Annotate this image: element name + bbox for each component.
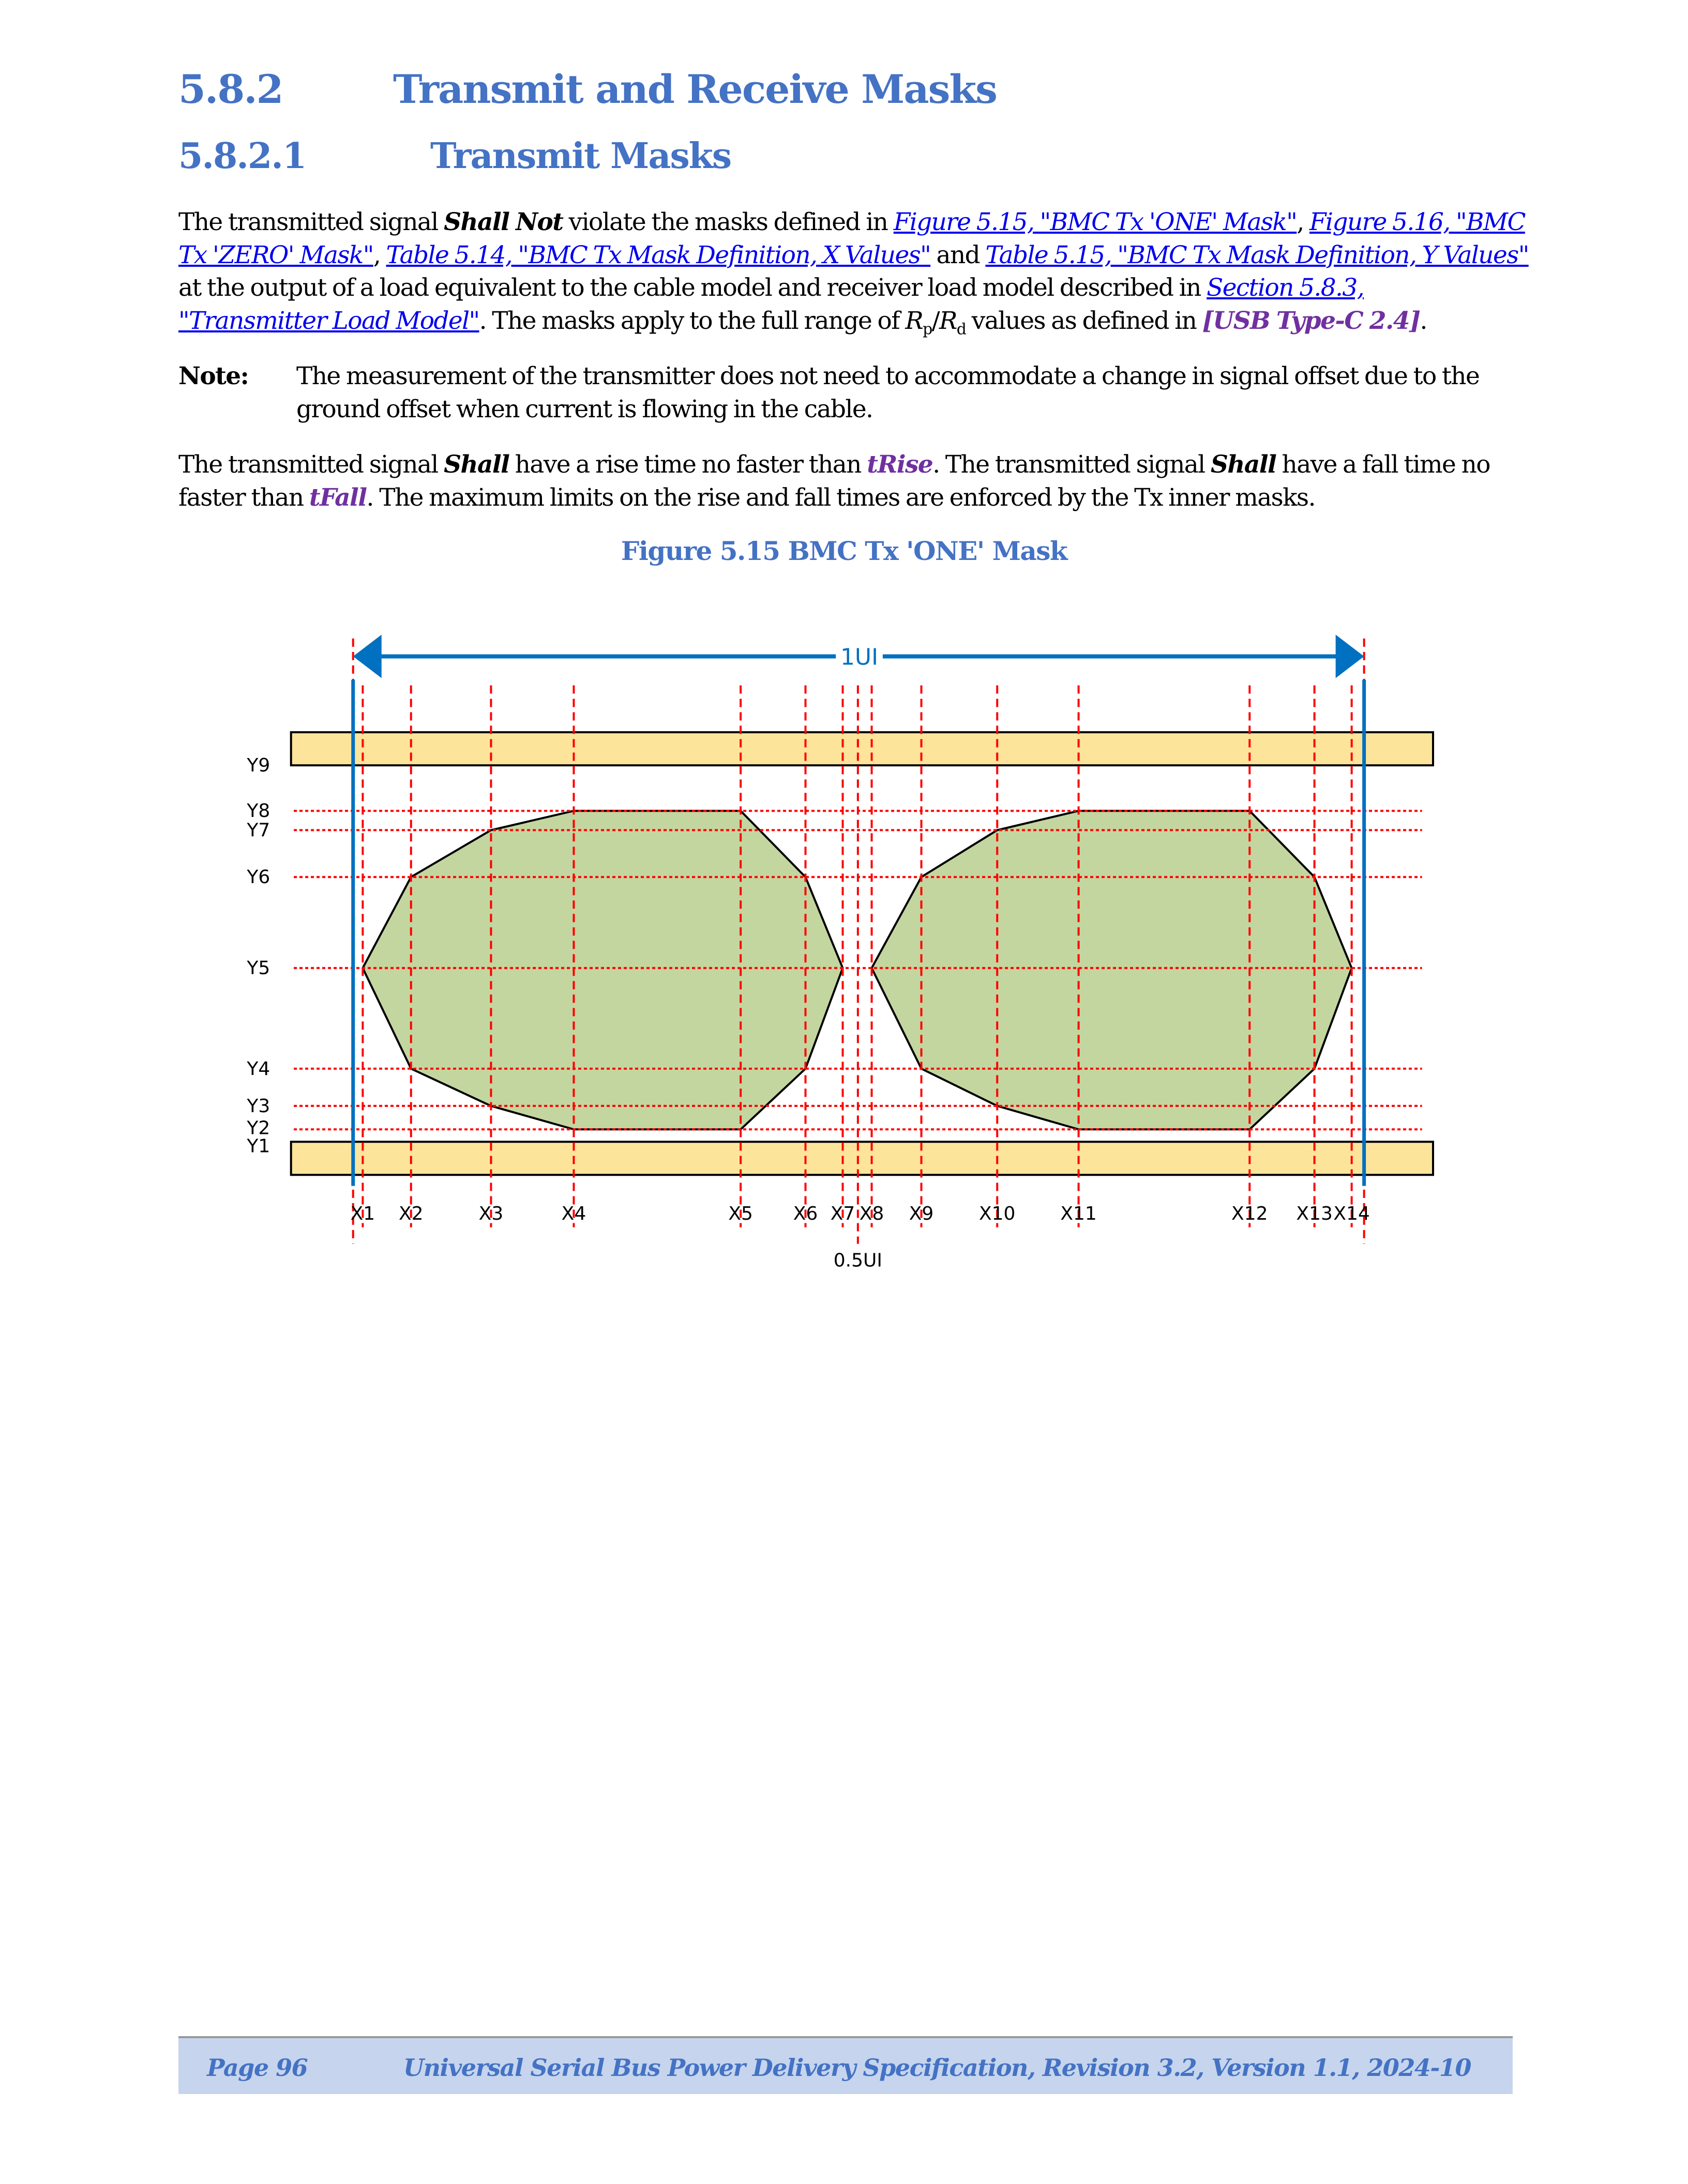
y-label-y7: Y7 [247,820,270,841]
subsection-title: Transmit Masks [430,135,731,177]
x-label-x9: X9 [909,1203,934,1224]
link-table-5-14[interactable]: Table 5.14, "BMC Tx Mask Definition, X Values" [386,240,931,269]
page-footer [178,2036,1513,2094]
y-label-y2: Y2 [247,1117,270,1139]
x-label-x1: X1 [350,1203,375,1224]
text: faster than [178,483,309,512]
text: have a rise time no faster than [509,450,867,479]
rp-var: R [905,306,923,335]
arrowhead-left-icon [353,634,382,678]
note-label: Note: [178,362,249,390]
y-label-y1: Y1 [247,1135,270,1157]
x-label-x6: X6 [793,1203,818,1224]
y-label-y6: Y6 [247,867,270,888]
text: . The masks apply to the full range of [479,306,906,335]
link-figure-5-15[interactable]: Figure 5.15, "BMC Tx 'ONE' Mask" [893,208,1297,236]
section-number: 5.8.2 [178,66,283,112]
figure-caption: Figure 5.15 BMC Tx 'ONE' Mask [621,536,1067,566]
text: . The maximum limits on the rise and fall times are enforced by the Tx inner masks. [366,483,1315,512]
x-label-x4: X4 [561,1203,586,1224]
text: , [373,240,386,269]
ui-span-label: 1UI [840,644,879,671]
ref-tfall[interactable]: tFall [309,483,367,512]
rd-var: R [939,306,957,335]
half-ui-label: 0.5UI [833,1250,882,1271]
x-label-x3: X3 [478,1203,504,1224]
y-label-y3: Y3 [247,1095,270,1117]
footer-page-number: Page 96 [207,2054,308,2082]
arrowhead-right-icon [1336,634,1364,678]
ref-trise[interactable]: tRise [867,450,933,479]
link-table-5-15[interactable]: Table 5.15, "BMC Tx Mask Definition, Y Values" [985,240,1529,269]
link-figure-5-16-cont[interactable]: Tx 'ZERO' Mask" [178,240,373,269]
x-label-x14: X14 [1333,1203,1370,1224]
x-label-x5: X5 [728,1203,753,1224]
link-figure-5-16[interactable]: Figure 5.16, "BMC [1309,208,1525,236]
keyword-shall: Shall [444,450,509,479]
x-label-x11: X11 [1060,1203,1097,1224]
text: . The transmitted signal [932,450,1211,479]
x-label-x7: X7 [830,1203,855,1224]
upper-mask-band [291,732,1433,765]
x-label-x2: X2 [398,1203,424,1224]
text: at the output of a load equivalent to the cable model and receiver load model described in [178,274,1207,302]
slash: / [931,306,939,335]
link-section-5-8-3-cont[interactable]: "Transmitter Load Model" [178,306,479,335]
keyword-shall: Shall [1210,450,1276,479]
text: The transmitted signal [178,208,444,236]
footer-doc-title: Universal Serial Bus Power Delivery Specification, Revision 3.2, Version 1.1, 2024-10 [403,2054,1471,2082]
text: violate the masks defined in [563,208,894,236]
y-label-y9: Y9 [247,755,270,777]
y-label-y8: Y8 [247,800,270,822]
note-line1: The measurement of the transmitter does not need to accommodate a change in signal offset due to the [296,362,1480,390]
x-label-x8: X8 [859,1203,884,1224]
section-title: Transmit and Receive Masks [393,66,997,112]
keyword-shall-not: Shall Not [444,208,563,236]
lower-mask-band [291,1142,1433,1175]
ref-usb-type-c[interactable]: [USB Type-C 2.4] [1202,306,1420,335]
inner-mask-left [363,811,842,1129]
text: The transmitted signal [178,450,444,479]
x-label-x10: X10 [978,1203,1016,1224]
text: have a fall time no [1276,450,1490,479]
x-label-x12: X12 [1231,1203,1268,1224]
inner-mask-right [872,811,1352,1129]
text: . [1420,306,1427,335]
rp-sub: p [923,320,932,338]
x-label-x13: X13 [1296,1203,1333,1224]
y-label-y4: Y4 [247,1058,270,1080]
y-label-y5: Y5 [247,958,270,979]
note-line2: ground offset when current is flowing in the cable. [296,395,873,423]
text: values as defined in [966,306,1202,335]
link-section-5-8-3[interactable]: Section 5.8.3, [1207,274,1364,302]
rd-sub: d [956,320,966,338]
text: and [930,240,986,269]
text: , [1297,208,1310,236]
subsection-number: 5.8.2.1 [178,135,306,177]
